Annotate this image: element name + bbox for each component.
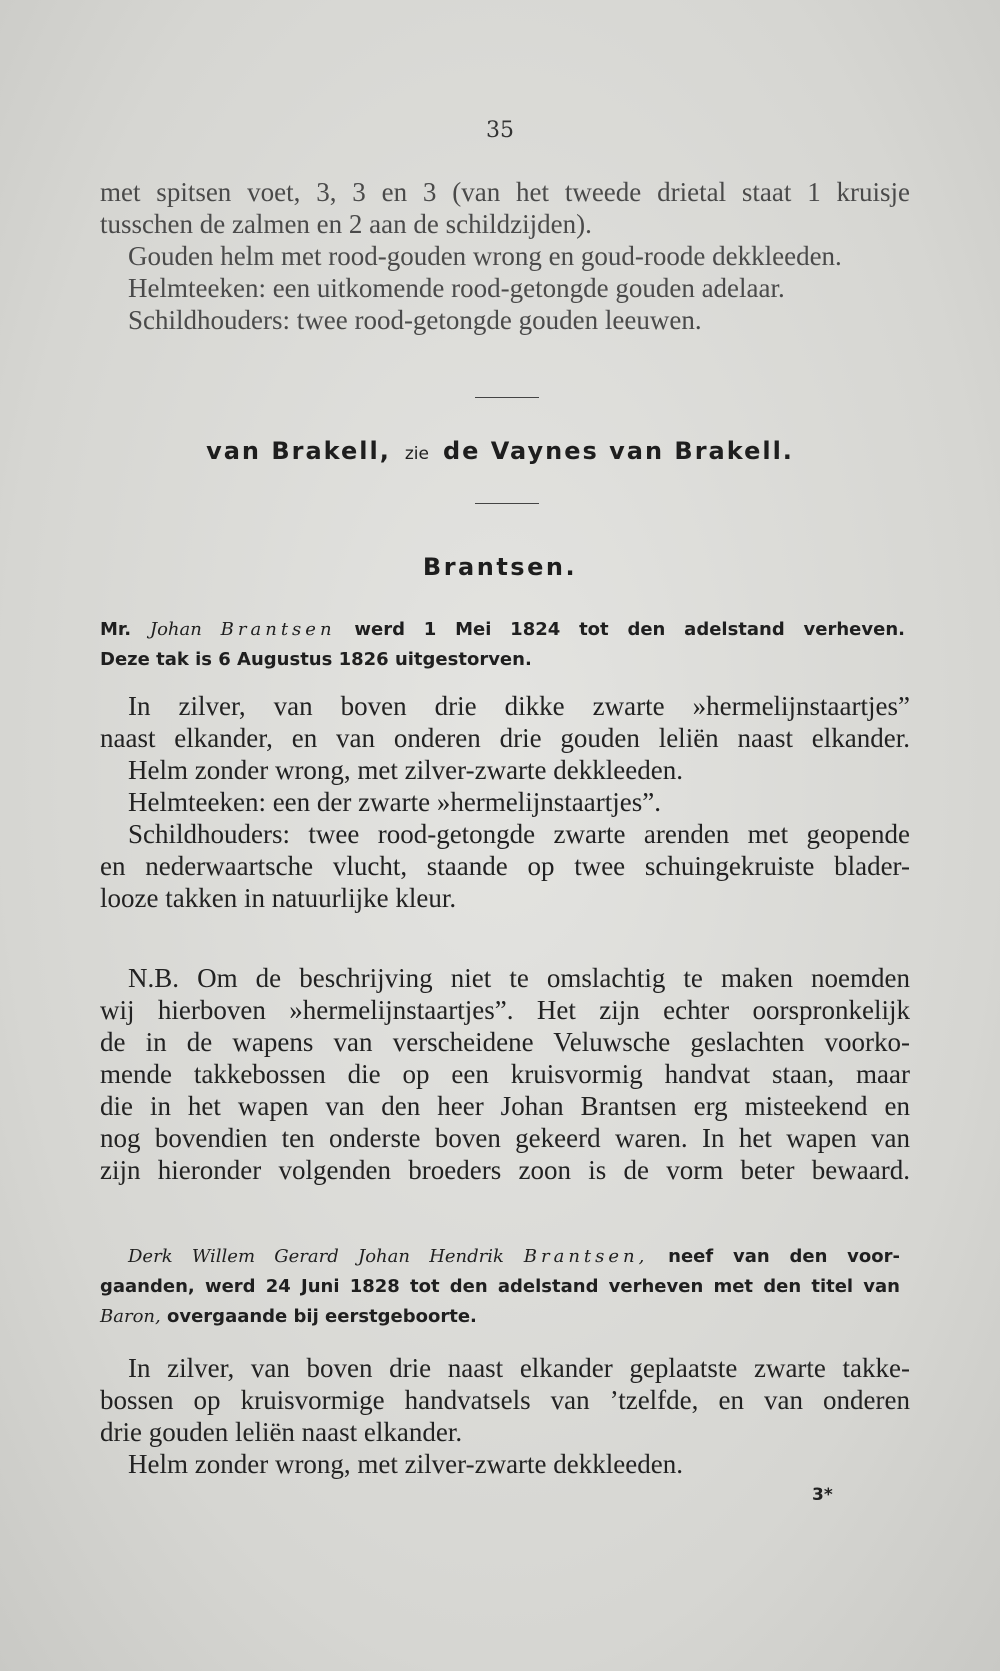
crossref-name: van Brakell,	[206, 437, 391, 465]
person-given-names: Derk Willem Gerard Johan Hendrik	[128, 1246, 504, 1267]
ennoblement-note-1	[100, 615, 905, 675]
note-prefix: Mr.	[100, 619, 132, 640]
text-line: die in het wapen van den heer Johan Brantsen erg misteekend en	[100, 1091, 910, 1121]
text-line: nog bovendien ten onderste boven gekeerd waren. In het wapen van	[100, 1123, 910, 1153]
page-number: 35	[486, 118, 514, 143]
text-line: In zilver, van boven drie naast elkander geplaatste zwarte takke-	[128, 1353, 910, 1383]
note-text: neef van den voor-	[668, 1246, 900, 1267]
crossref-zie: zie	[404, 444, 429, 464]
text-line: Helmteeken: een der zwarte »hermelijnstaartjes”.	[128, 787, 661, 817]
section-heading: Brantsen.	[422, 553, 578, 581]
text-line: tusschen de zalmen en 2 aan de schildzijden).	[100, 209, 592, 239]
note-text: Deze tak is 6 Augustus 1826 uitgestorven.	[100, 649, 532, 670]
text-line: met spitsen voet, 3, 3 en 3 (van het tweede drietal staat 1 kruisje	[100, 177, 910, 207]
person-first-name: Johan	[149, 619, 202, 640]
text-line: mende takkebossen die op een kruisvormig handvat staan, maar	[100, 1059, 910, 1089]
text-line: looze takken in natuurlijke kleur.	[100, 883, 457, 913]
text-line: bossen op kruisvormige handvatsels van ’tzelfde, en van onderen	[100, 1385, 910, 1415]
text-line: Gouden helm met rood-gouden wrong en goud-roode dekkleeden.	[128, 241, 842, 271]
crossref-target: de Vaynes van Brakell.	[442, 437, 794, 465]
cross-reference	[0, 437, 1000, 465]
text-line: In zilver, van boven drie dikke zwarte »hermelijnstaartjes”	[128, 691, 910, 721]
title-baron: Baron,	[100, 1306, 161, 1327]
blazon-description-1	[100, 690, 910, 914]
text-line: Helmteeken: een uitkomende rood-getongde gouden adelaar.	[128, 273, 785, 303]
nb-paragraph	[100, 962, 910, 1186]
text-line: wij hierboven »hermelijnstaartjes”. Het zijn echter oorspronkelijk	[100, 995, 910, 1025]
text-line: Helm zonder wrong, met zilver-zwarte dekkleeden.	[128, 755, 683, 785]
top-paragraph	[100, 176, 910, 336]
text-line: N.B. Om de beschrijving niet te omslachtig te maken noemden	[128, 963, 910, 993]
text-line: en nederwaartsche vlucht, staande op twee schuingekruiste blader-	[100, 851, 910, 881]
note-text: werd 1 Mei 1824 tot den adelstand verheven.	[354, 619, 905, 640]
person-surname: Brantsen	[220, 619, 336, 640]
signature-mark: 3*	[812, 1485, 833, 1505]
separator-rule	[475, 503, 539, 504]
text-line: Schildhouders: twee rood-getongde zwarte arenden met geopende	[128, 819, 910, 849]
blazon-description-2	[100, 1352, 910, 1480]
text-line: Schildhouders: twee rood-getongde gouden leeuwen.	[128, 305, 702, 335]
text-line: naast elkander, en van onderen drie gouden leliën naast elkander.	[100, 723, 910, 753]
person-surname: Brantsen,	[523, 1246, 649, 1267]
text-line: Helm zonder wrong, met zilver-zwarte dekkleeden.	[128, 1449, 683, 1479]
text-line: zijn hieronder volgenden broeders zoon is de vorm beter bewaard.	[100, 1155, 910, 1185]
separator-rule	[475, 397, 539, 398]
text-line: de in de wapens van verscheidene Veluwsche geslachten voorko-	[100, 1027, 910, 1057]
ennoblement-note-2	[100, 1242, 900, 1332]
note-text: gaanden, werd 24 Juni 1828 tot den adelstand verheven met den titel van	[100, 1276, 900, 1297]
text-line: drie gouden leliën naast elkander.	[100, 1417, 463, 1447]
note-text: overgaande bij eerstgeboorte.	[167, 1306, 477, 1327]
